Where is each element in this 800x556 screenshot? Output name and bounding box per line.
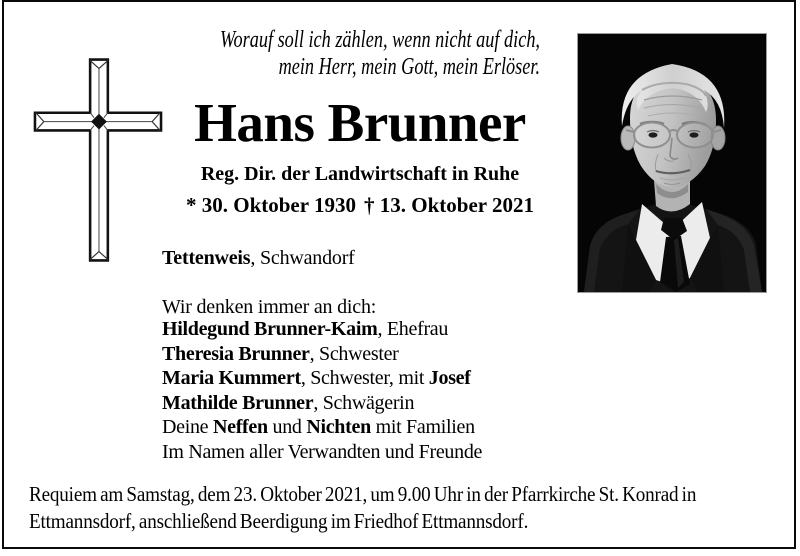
quote bbox=[145, 27, 540, 80]
memorial-cross-icon bbox=[33, 57, 163, 264]
text-segment: Nichten bbox=[306, 416, 371, 439]
requiem-text bbox=[29, 481, 794, 534]
text-segment: Im Namen aller Verwandten und Freunde bbox=[162, 440, 483, 463]
requiem-line-1: Requiem am Samstag, dem 23. Oktober 2021, um 9.00 Uhr in der Pfarrkirche St. Konrad in bbox=[29, 482, 697, 506]
quote-line-1: Worauf soll ich zählen, wenn nicht auf dich, bbox=[219, 27, 541, 53]
text-segment: und bbox=[267, 416, 307, 439]
text-segment: Neffen bbox=[212, 416, 268, 439]
family-line bbox=[162, 342, 482, 367]
text-segment: Mathilde Brunner bbox=[162, 391, 314, 414]
text-segment: , Schwägerin bbox=[313, 391, 415, 414]
family-line bbox=[162, 415, 482, 440]
place-line bbox=[162, 247, 355, 269]
text-segment: Theresia Brunner bbox=[162, 342, 310, 365]
text-segment: , Schwandorf bbox=[250, 247, 355, 269]
quote-line-2: mein Herr, mein Gott, mein Erlöser. bbox=[278, 53, 540, 80]
text-segment: Deine bbox=[162, 416, 213, 439]
text-segment: mit Familien bbox=[370, 416, 475, 439]
text-segment: Josef bbox=[428, 367, 471, 390]
birth-date: * 30. Oktober 1930 bbox=[186, 193, 356, 217]
family-line bbox=[162, 317, 482, 342]
requiem-line-2: Ettmannsdorf, anschließend Beerdigung im Friedhof Ettmannsdorf. bbox=[29, 508, 529, 533]
intro-line: Wir denken immer an dich: bbox=[162, 296, 377, 318]
portrait-photo bbox=[578, 34, 766, 292]
deceased-name: Hans Brunner bbox=[194, 92, 526, 153]
family-list bbox=[162, 317, 482, 465]
deceased-role: Reg. Dir. der Landwirtschaft in Ruhe bbox=[200, 163, 520, 185]
text-segment: Tettenweis bbox=[162, 247, 251, 269]
text-segment: Hildegund Brunner-Kaim bbox=[162, 318, 378, 340]
life-dates bbox=[186, 194, 534, 217]
text-segment: , Ehefrau bbox=[377, 318, 449, 340]
death-date: † 13. Oktober 2021 bbox=[364, 193, 534, 217]
family-line bbox=[162, 391, 482, 416]
text-segment: , Schwester, mit bbox=[300, 367, 429, 390]
text-segment: Maria Kummert bbox=[162, 367, 301, 390]
text-segment: , Schwester bbox=[309, 342, 399, 365]
family-line bbox=[162, 366, 482, 391]
family-line bbox=[162, 440, 482, 465]
